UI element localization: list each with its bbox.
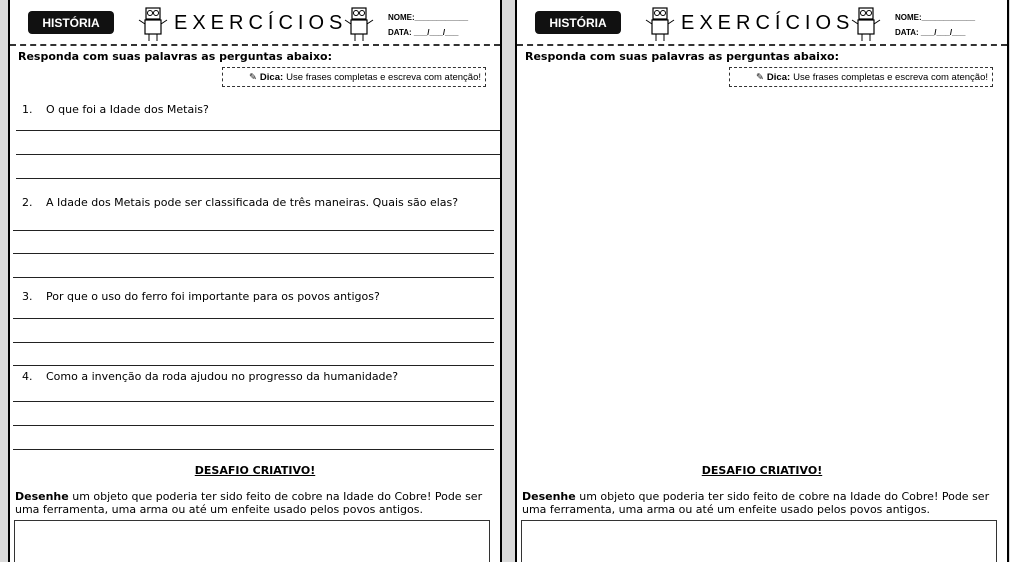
lightbulb-icon: ✎ <box>248 71 257 83</box>
question-item <box>22 370 398 383</box>
robot-mascot-icon <box>645 6 675 42</box>
name-field-label: NOME:____________ <box>895 13 976 22</box>
subject-badge: HISTÓRIA <box>535 11 621 34</box>
answer-line[interactable] <box>13 230 494 231</box>
worksheet-page-2 <box>515 0 1009 562</box>
question-text: Por que o uso do ferro foi importante para os povos antigos? <box>46 290 380 303</box>
question-text: O que foi a Idade dos Metais? <box>46 103 209 116</box>
answer-line[interactable] <box>13 277 494 278</box>
tip-box <box>729 67 993 87</box>
answer-line[interactable] <box>13 342 494 343</box>
question-number: 4. <box>22 370 33 383</box>
challenge-text: um objeto que poderia ter sido feito de cobre na Idade do Cobre! Pode ser uma ferramenta, uma arma ou até um enfeite usado pelos povos antigos. <box>522 490 990 516</box>
challenge-verb: Desenhe <box>15 490 69 503</box>
robot-mascot-icon <box>138 6 168 42</box>
answer-line[interactable] <box>16 130 500 131</box>
date-field-label: DATA: ___/___/___ <box>895 28 966 37</box>
answer-line[interactable] <box>13 401 494 402</box>
robot-mascot-icon <box>344 6 374 42</box>
answer-line[interactable] <box>13 425 494 426</box>
challenge-verb: Desenhe <box>522 490 576 503</box>
instruction-text: Responda com suas palavras as perguntas abaixo: <box>525 50 839 63</box>
question-item <box>22 196 458 209</box>
answer-line[interactable] <box>16 178 500 179</box>
robot-mascot-icon <box>851 6 881 42</box>
worksheet-header <box>517 0 1007 46</box>
worksheet-page-1 <box>8 0 502 562</box>
answer-line[interactable] <box>13 318 494 319</box>
subject-badge: HISTÓRIA <box>28 11 114 34</box>
challenge-text: um objeto que poderia ter sido feito de cobre na Idade do Cobre! Pode ser uma ferramenta, uma arma ou até um enfeite usado pelos povos antigos. <box>15 490 483 516</box>
question-text: A Idade dos Metais pode ser classificada de três maneiras. Quais são elas? <box>46 196 459 209</box>
answer-line[interactable] <box>16 154 500 155</box>
drawing-box[interactable] <box>521 520 997 562</box>
worksheet-title: EXERCÍCIOS <box>681 12 855 34</box>
name-field-label: NOME:____________ <box>388 13 469 22</box>
question-item <box>22 290 380 303</box>
answer-line[interactable] <box>13 253 494 254</box>
challenge-title: DESAFIO CRIATIVO! <box>701 464 823 477</box>
question-item <box>22 103 209 116</box>
question-number: 2. <box>22 196 33 209</box>
tip-box <box>222 67 486 87</box>
question-number: 3. <box>22 290 33 303</box>
challenge-instructions <box>15 490 488 516</box>
tip-label: Dica: <box>259 71 284 83</box>
lightbulb-icon: ✎ <box>755 71 764 83</box>
question-text: Como a invenção da roda ajudou no progresso da humanidade? <box>46 370 399 383</box>
question-number: 1. <box>22 103 33 116</box>
date-field-label: DATA: ___/___/___ <box>388 28 459 37</box>
worksheet-header <box>10 0 500 46</box>
tip-label: Dica: <box>766 71 791 83</box>
instruction-text: Responda com suas palavras as perguntas abaixo: <box>18 50 332 63</box>
answer-line[interactable] <box>13 449 494 450</box>
tip-text: Use frases completas e escreva com atenção! <box>286 71 481 83</box>
challenge-instructions <box>522 490 995 516</box>
worksheet-title: EXERCÍCIOS <box>174 12 348 34</box>
tip-text: Use frases completas e escreva com atenção! <box>793 71 988 83</box>
answer-line[interactable] <box>13 365 494 366</box>
drawing-box[interactable] <box>14 520 490 562</box>
challenge-title: DESAFIO CRIATIVO! <box>194 464 316 477</box>
